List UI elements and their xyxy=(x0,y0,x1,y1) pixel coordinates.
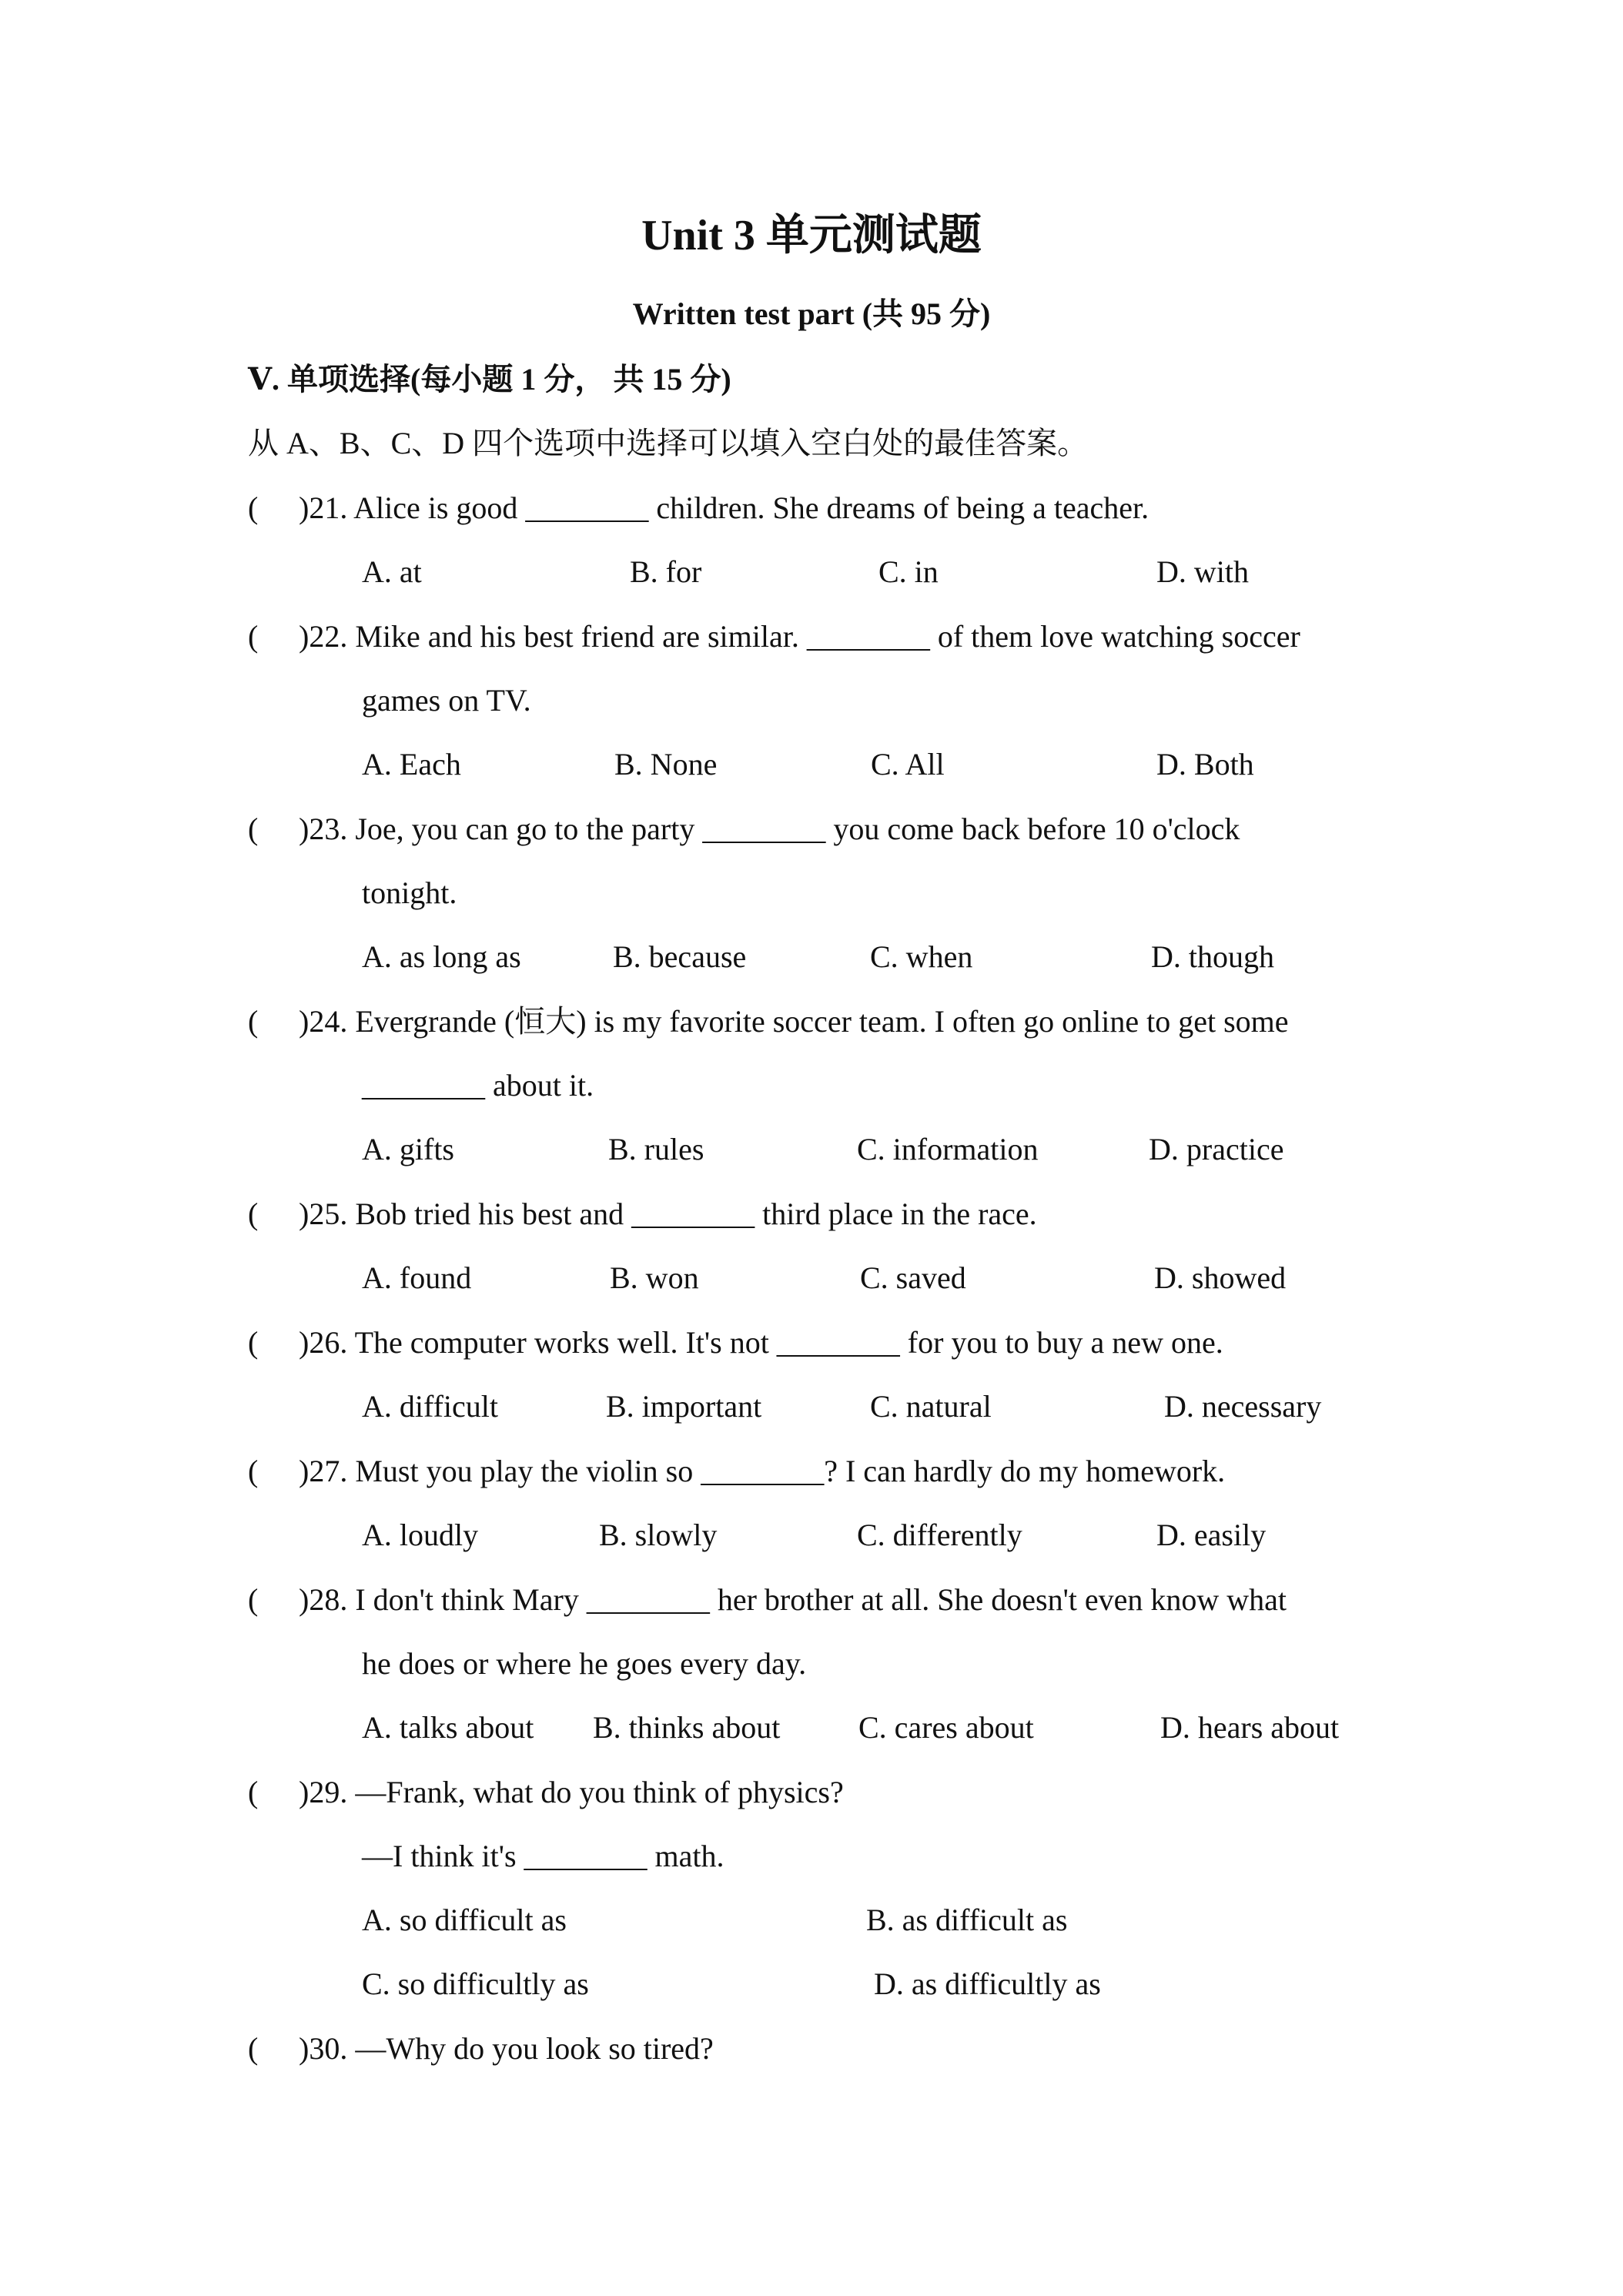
option-d: D. as difficultly as xyxy=(874,1966,1101,2001)
question-text-continued: he does or where he goes every day. xyxy=(362,1646,807,1681)
question-text: )26. The computer works well. It's not ________ for you to buy a new one. xyxy=(299,1325,1223,1360)
option-a: A. difficult xyxy=(362,1389,499,1424)
question-text-continued: —I think it's ________ math. xyxy=(362,1839,724,1873)
answer-bracket: ( xyxy=(248,2031,259,2066)
option-a: A. so difficult as xyxy=(362,1903,567,1937)
option-c: C. natural xyxy=(870,1389,992,1424)
option-b: B. important xyxy=(606,1389,762,1424)
answer-bracket: ( xyxy=(248,812,259,846)
option-d: D. hears about xyxy=(1160,1710,1340,1745)
option-a: A. found xyxy=(362,1260,472,1295)
option-d: D. necessary xyxy=(1164,1389,1322,1424)
answer-bracket: ( xyxy=(248,619,259,654)
option-c: C. saved xyxy=(860,1260,966,1295)
option-d: D. practice xyxy=(1149,1132,1284,1166)
question-text: )28. I don't think Mary ________ her brother at all. She doesn't even know what xyxy=(299,1582,1287,1617)
option-a: A. gifts xyxy=(362,1132,454,1166)
answer-bracket: ( xyxy=(248,1197,259,1231)
question-text: )23. Joe, you can go to the party ________ you come back before 10 o'clock xyxy=(299,812,1240,846)
question-text-continued: ________ about it. xyxy=(362,1068,594,1103)
option-c: C. differently xyxy=(857,1518,1022,1552)
answer-bracket: ( xyxy=(248,490,259,525)
option-a: A. Each xyxy=(362,747,461,782)
question-text: )21. Alice is good ________ children. She dreams of being a teacher. xyxy=(299,490,1149,525)
option-c: C. information xyxy=(857,1132,1039,1166)
answer-bracket: ( xyxy=(248,1325,259,1360)
question-text-continued: games on TV. xyxy=(362,683,531,718)
option-b: B. as difficult as xyxy=(866,1903,1068,1937)
answer-bracket: ( xyxy=(248,1775,259,1809)
option-b: B. None xyxy=(614,747,718,782)
option-a: A. at xyxy=(362,554,422,589)
question-text: )27. Must you play the violin so ________? I can hardly do my homework. xyxy=(299,1454,1226,1488)
option-c: C. cares about xyxy=(858,1710,1034,1745)
answer-bracket: ( xyxy=(248,1454,259,1488)
answer-bracket: ( xyxy=(248,1004,259,1039)
option-b: B. slowly xyxy=(599,1518,718,1552)
option-b: B. for xyxy=(630,554,702,589)
option-a: A. talks about xyxy=(362,1710,534,1745)
option-d: D. Both xyxy=(1156,747,1254,782)
page-title: Unit 3 单元测试题 xyxy=(641,212,982,259)
answer-bracket: ( xyxy=(248,1582,259,1617)
section-heading: Ⅴ. 单项选择(每小题 1 分， 共 15 分) xyxy=(248,362,731,397)
question-text: )25. Bob tried his best and ________ third place in the race. xyxy=(299,1197,1037,1231)
question-text: )30. —Why do you look so tired? xyxy=(299,2031,714,2066)
option-c: C. when xyxy=(870,939,973,974)
option-c: C. All xyxy=(871,747,945,782)
option-b: B. rules xyxy=(608,1132,704,1166)
section-instruction: 从 A、B、C、D 四个选项中选择可以填入空白处的最佳答案。 xyxy=(248,426,1089,460)
question-text: )22. Mike and his best friend are similar. ________ of them love watching soccer xyxy=(299,619,1300,654)
option-b: B. won xyxy=(610,1260,699,1295)
option-a: A. as long as xyxy=(362,939,521,974)
option-d: D. showed xyxy=(1154,1260,1287,1295)
option-b: B. because xyxy=(613,939,747,974)
question-text: )29. —Frank, what do you think of physics? xyxy=(299,1775,844,1809)
page-subtitle: Written test part (共 95 分) xyxy=(632,296,991,331)
option-d: D. with xyxy=(1156,554,1249,589)
option-d: D. though xyxy=(1151,939,1274,974)
option-b: B. thinks about xyxy=(593,1710,781,1745)
question-text-continued: tonight. xyxy=(362,875,457,910)
option-c: C. so difficultly as xyxy=(362,1966,589,2001)
option-a: A. loudly xyxy=(362,1518,479,1552)
option-c: C. in xyxy=(878,554,939,589)
option-d: D. easily xyxy=(1156,1518,1267,1552)
question-text: )24. Evergrande (恒大) is my favorite soccer team. I often go online to get some xyxy=(299,1004,1289,1039)
